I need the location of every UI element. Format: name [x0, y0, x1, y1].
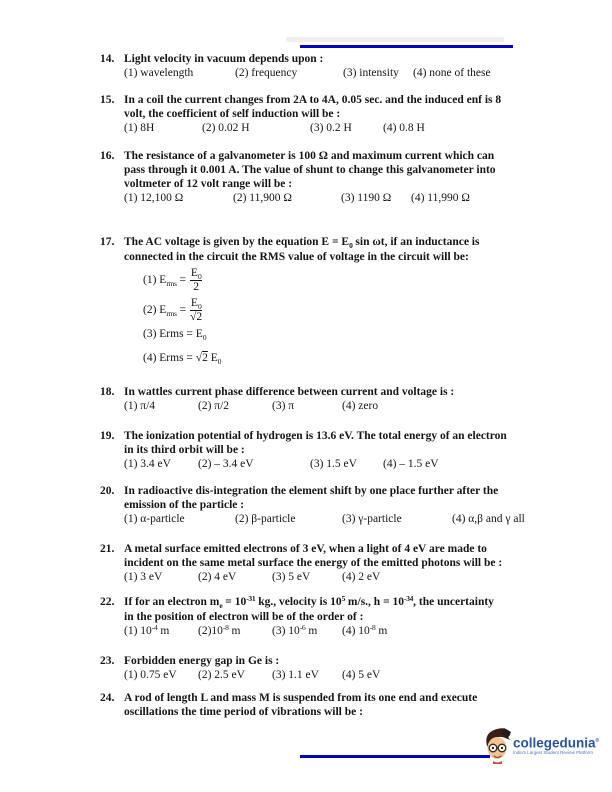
answer-options-row [124, 457, 552, 471]
answer-option: (2) 4 eV [198, 571, 237, 583]
question-text-line: connected in the circuit the RMS value of voltage in the circuit will be: [124, 251, 469, 263]
question-text-line: If for an electron $m_e = 10^{-31}$ kg., velocity is $10^5$ m/s., $h = 10^{-34}$, the uncertainty [124, 594, 494, 610]
answer-option: (2) frequency [235, 67, 298, 79]
mascot-icon [484, 726, 511, 764]
answer-option: (4) 2 eV [342, 571, 381, 583]
question-text-line: Light velocity in vacuum depends upon : [124, 53, 324, 65]
questions [100, 52, 552, 719]
answer-options-row [124, 399, 552, 413]
question-number: 21. [100, 543, 115, 555]
answer-option: (3) 0.2 H [310, 122, 352, 134]
question-number: 23. [100, 655, 115, 667]
answer-options-row [124, 624, 552, 639]
question-number: 15. [100, 94, 115, 106]
question-text-line: volt, the coefficient of self induction will be : [124, 108, 341, 120]
question-text-line: Forbidden energy gap in Ge is : [124, 655, 280, 667]
answer-option: (1) α-particle [124, 513, 185, 525]
question-number: 16. [100, 150, 115, 162]
brand-tagline: India's Largest Student Review Platform [513, 750, 593, 756]
answer-option: (1) 8H [124, 122, 155, 134]
answer-option: (2) π/2 [198, 400, 230, 412]
answer-option: (3) Erms = $E_0$ [143, 328, 207, 342]
question-20 [100, 484, 552, 526]
registered-mark: ® [595, 737, 600, 744]
top-rule [300, 45, 513, 48]
answer-option: (1) 3.4 eV [124, 458, 171, 470]
answer-option: (4) none of these [413, 67, 491, 79]
answer-option: (3) π [272, 400, 295, 412]
question-text-line: in its third orbit will be : [124, 444, 245, 456]
question-text-line: The resistance of a galvanometer is 100 Ω and maximum current which can [124, 150, 495, 162]
answer-option: (4) $10^{-8}$ m [342, 623, 388, 637]
answer-option: (2) $E_{rms}$ = $\frac{E_0}{√2}$ [143, 297, 203, 323]
answer-option: (3) 1190 Ω [341, 192, 392, 204]
answer-option: (3) 1.1 eV [272, 669, 319, 681]
question-22 [100, 595, 552, 639]
question-21 [100, 542, 552, 584]
answer-options-row [124, 66, 552, 80]
question-text-line: incident on the same metal surface the energy of the emitted photons will be : [124, 557, 503, 569]
question-19 [100, 429, 552, 471]
answer-option: (3) γ-particle [342, 513, 402, 525]
question-number: 22. [100, 596, 115, 608]
question-number: 24. [100, 692, 115, 704]
scan-artifact [286, 37, 504, 42]
answer-option: (2) – 3.4 eV [198, 458, 254, 470]
question-24 [100, 691, 552, 719]
question-number: 17. [100, 236, 115, 248]
answer-options-row [124, 191, 552, 205]
answer-option: (4) Erms = √2 $E_0$ [143, 352, 222, 366]
question-text-line: In radioactive dis-integration the element shift by one place further after the [124, 485, 499, 497]
answer-option: (2) 2.5 eV [198, 669, 245, 681]
answer-option: (3) 1.5 eV [310, 458, 357, 470]
answer-option: (1) $10^{-4}$ m [124, 623, 170, 637]
answer-option: (3) intensity [343, 67, 399, 79]
question-text-line: A rod of length L and mass M is suspended from its one end and execute [124, 692, 478, 704]
answer-option: (2) β-particle [235, 513, 296, 525]
question-18 [100, 385, 552, 413]
question-15 [100, 93, 552, 135]
collegedunia-logo [484, 726, 599, 764]
question-number: 19. [100, 430, 115, 442]
footer-rule [300, 755, 490, 758]
answer-option: (4) 11,990 Ω [411, 192, 470, 204]
answer-option: (4) 0.8 H [383, 122, 425, 134]
answer-option: (4) – 1.5 eV [383, 458, 439, 470]
question-number: 14. [100, 53, 115, 65]
answer-option: (4) zero [342, 400, 379, 412]
answer-option: (2) 0.02 H [202, 122, 250, 134]
answer-option: (1) π/4 [124, 400, 156, 412]
question-text-line: The ionization potential of hydrogen is 13.6 eV. The total energy of an electron [124, 430, 507, 442]
question-14 [100, 52, 552, 80]
answer-option: (1) 0.75 eV [124, 669, 177, 681]
question-text-line: A metal surface emitted electrons of 3 eV, when a light of 4 eV are made to [124, 543, 487, 555]
answer-option: (2) 11,900 Ω [233, 192, 292, 204]
question-number: 18. [100, 386, 115, 398]
answer-options-row [124, 512, 552, 526]
brand-name: collegedunia® [513, 735, 600, 751]
question-text-line: in the position of electron will be of the order of : [124, 611, 364, 623]
answer-option: (4) 5 eV [342, 669, 381, 681]
question-17 [100, 235, 552, 366]
answer-option: (3) 5 eV [272, 571, 311, 583]
question-text-line: The AC voltage is given by the equation $E = E_0$ sin ωt, if an inductance is [124, 236, 480, 250]
answer-option: $(2)10^{-8}$ m [198, 623, 241, 637]
answer-options-row [124, 121, 552, 135]
answer-option: (1) 3 eV [124, 571, 163, 583]
answer-option: (1) $E_{rms}$ = $\frac{E_0}{2}$ [143, 267, 202, 293]
question-text-line: In wattles current phase difference between current and voltage is : [124, 386, 455, 398]
question-text-line: voltmeter of 12 volt range will be : [124, 178, 293, 190]
answer-option: (3) $10^{-6}$ m [272, 623, 318, 637]
question-16 [100, 149, 552, 205]
question-text-line: pass through it 0.001 A. The value of shunt to change this galvanometer into [124, 164, 496, 176]
answer-option: (1) 12,100 Ω [124, 192, 184, 204]
fraction: $\frac{E_0}{2}$ [190, 267, 202, 293]
answer-options-row [124, 668, 552, 682]
question-text-line: oscillations the time period of vibrations will be : [124, 706, 363, 718]
question-text-line: In a coil the current changes from 2A to 4A, 0.05 sec. and the induced enf is 8 [124, 94, 502, 106]
answer-option: (4) α,β and γ all [452, 513, 525, 525]
answer-option: (1) wavelength [124, 67, 194, 79]
question-text-line: emission of the particle : [124, 499, 245, 511]
question-23 [100, 654, 552, 682]
question-number: 20. [100, 485, 115, 497]
fraction: $\frac{E_0}{√2}$ [190, 297, 203, 323]
answer-options-row [124, 570, 552, 584]
